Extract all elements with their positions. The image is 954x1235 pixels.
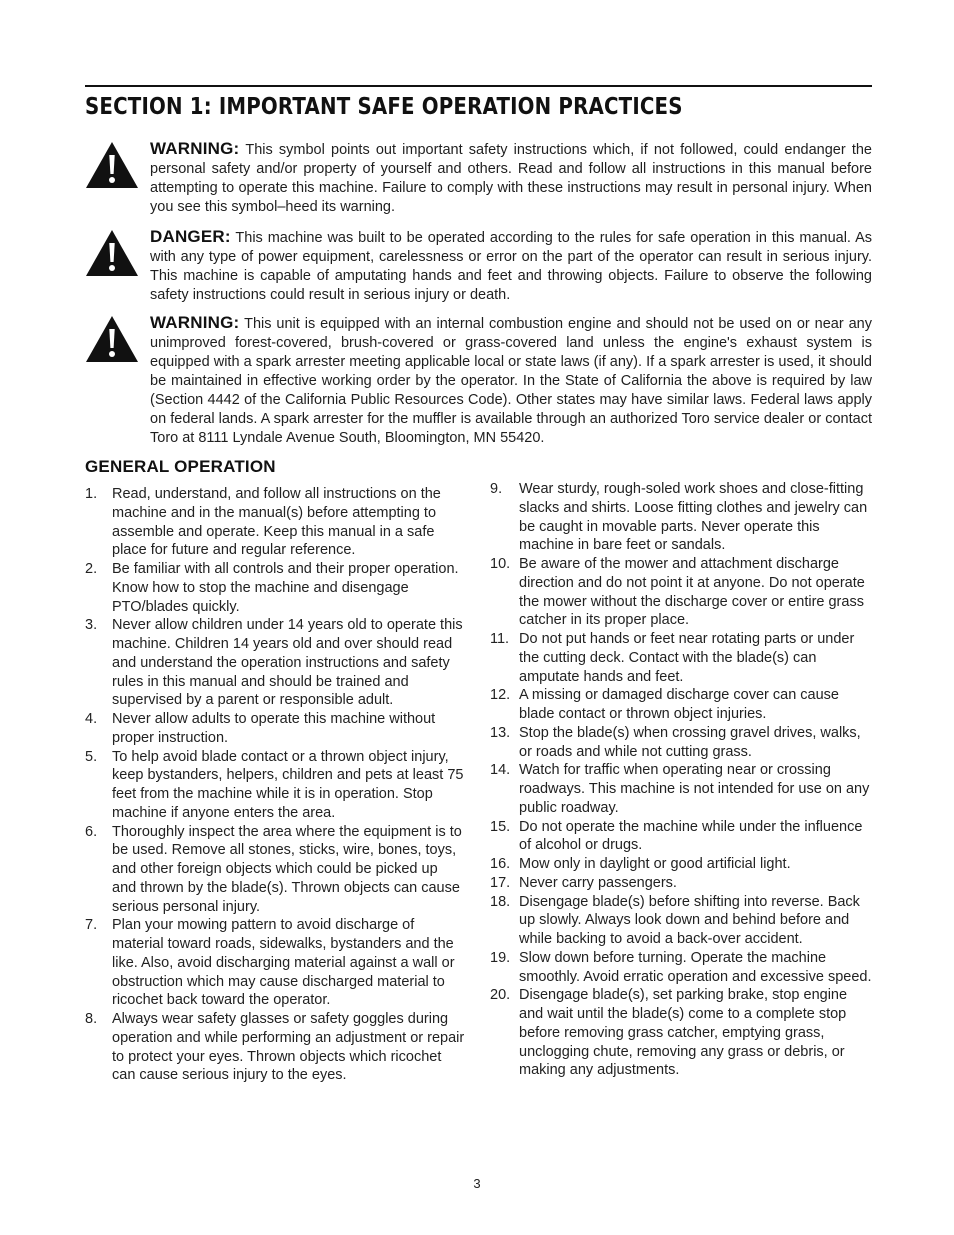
list-item: 4. Never allow adults to operate this machine without proper instruction. bbox=[85, 711, 436, 746]
warning-label: WARNING: bbox=[150, 313, 240, 332]
warning-label: WARNING: bbox=[150, 139, 240, 158]
list-item: 15. Do not operate the machine while under the influence of alcohol or drugs. bbox=[490, 818, 863, 854]
list-item: 20. Disengage blade(s), set parking brake, stop engine and wait until the blade(s) come to a complete stop before removing grass catcher, emptying grass, unclogging chute, removing any grass or debris, or making any adjustments. bbox=[490, 987, 848, 1079]
list-item: 18. Disengage blade(s) before shifting into reverse. Back up slowly. Always look down and behind before and while backing to avoid a back-over accident. bbox=[490, 893, 860, 947]
page-number: 3 bbox=[473, 1176, 481, 1191]
list-item: 9. Wear sturdy, rough-soled work shoes and close-fitting slacks and shirts. Loose fitting clothes and jewelry can be caught in movable parts. Never operate this machine in bare feet or sandals. bbox=[490, 481, 868, 554]
list-item: 5. To help avoid blade contact or a thrown object injury, keep bystanders, helpers, children and pets at least 75 feet from the machine while it is in operation. Stop machine if anyone enters the area. bbox=[85, 748, 464, 821]
general-operation-list-left bbox=[85, 485, 465, 1085]
list-item: 3. Never allow children under 14 years old to operate this machine. Children 14 years old and over should read and understand the operation instructions and safety rules in this manual and should be trained and supervised by a parent or responsible adult. bbox=[85, 617, 463, 709]
list-item: 12. A missing or damaged discharge cover can cause blade contact or thrown object injuries. bbox=[490, 687, 839, 722]
list-item: 14. Watch for traffic when operating near or crossing roadways. This machine is not intended for use on any public roadway. bbox=[490, 762, 870, 816]
warning-body: This symbol points out important safety instructions which, if not followed, could endanger the personal safety and/or property of yourself and others. Read and follow all instructions in this manual before attempting to operate this machine. Failure to comply with these instructions may result in personal injury. When you see this symbol–heed its warning. bbox=[150, 142, 872, 215]
danger-body: This machine was built to be operated according to the rules for safe operation in this manual. As with any type of power equipment, carelessness or error on the part of the operator can result in serious injury. This machine is capable of amputating hands and feet and throwing objects. Failure to observe the following safety instructions could result in serious injury or death. bbox=[150, 230, 872, 303]
danger-block bbox=[85, 227, 872, 305]
warning-block-1 bbox=[85, 139, 872, 217]
general-operation-list-right bbox=[490, 480, 875, 1080]
list-item: 19. Slow down before turning. Operate the machine smoothly. Avoid erratic operation and excessive speed. bbox=[490, 949, 872, 985]
warning-triangle-icon bbox=[85, 229, 139, 277]
warning-text bbox=[150, 139, 872, 217]
warning-triangle-icon bbox=[85, 315, 139, 363]
warning-text bbox=[150, 313, 872, 448]
list-item: 7. Plan your mowing pattern to avoid discharge of material toward roads, sidewalks, bystanders and the like. Also, avoid discharging material against a wall or obstruction which may cause discharged material to ricochet back toward the operator. bbox=[85, 917, 455, 1009]
header-rule bbox=[85, 85, 872, 87]
danger-text bbox=[150, 227, 872, 305]
list-item: 6. Thoroughly inspect the area where the equipment is to be used. Remove all stones, sticks, wire, bones, toys, and other foreign objects which could be picked up and thrown by the blade(s). Thrown objects can cause serious personal injury. bbox=[85, 823, 462, 915]
list-item: 8. Always wear safety glasses or safety goggles during operation and while performing an adjustment or repair to protect your eyes. Thrown objects which ricochet can cause serious injury to the eyes. bbox=[85, 1011, 465, 1084]
list-item: 10. Be aware of the mower and attachment discharge direction and do not point it at anyone. Do not operate the mower without the discharge cover or entire grass catcher in its proper place. bbox=[490, 556, 865, 629]
general-operation-heading: GENERAL OPERATION bbox=[85, 457, 276, 476]
list-item: 1. Read, understand, and follow all instructions on the machine and in the manual(s) before attempting to assemble and operate. Keep this manual in a safe place for future and regular reference. bbox=[85, 486, 441, 559]
section-title: SECTION 1: IMPORTANT SAFE OPERATION PRACTICES bbox=[85, 94, 683, 120]
list-item: 11. Do not put hands or feet near rotating parts or under the cutting deck. Contact with the blade(s) can amputate hands and feet. bbox=[490, 631, 855, 685]
list-item: 16. Mow only in daylight or good artificial light. bbox=[490, 856, 791, 872]
warning-block-2 bbox=[85, 313, 872, 448]
danger-label: DANGER: bbox=[150, 227, 231, 246]
list-item: 17. Never carry passengers. bbox=[490, 874, 677, 891]
list-item: 2. Be familiar with all controls and their proper operation. Know how to stop the machine and disengage PTO/blades quickly. bbox=[85, 561, 459, 615]
list-item: 13. Stop the blade(s) when crossing gravel drives, walks, or roads and while not cutting grass. bbox=[490, 724, 861, 760]
warning-body: This unit is equipped with an internal combustion engine and should not be used on or near any unimproved forest-covered, brush-covered or grass-covered land unless the engine's exhaust system is equipped with a spark arrester meeting applicable local or state laws (if any). If a spark arrester is used, it should be maintained in effective working order by the operator. In the State of California the above is required by law (Section 4442 of the California Public Resources Code). Other states may have similar laws. Federal laws apply on federal lands. A spark arrester for the muffler is available through an authorized Toro service dealer or contact Toro at 8111 Lyndale Avenue South, Bloomington, MN 55420. bbox=[150, 316, 872, 446]
warning-triangle-icon bbox=[85, 141, 139, 189]
